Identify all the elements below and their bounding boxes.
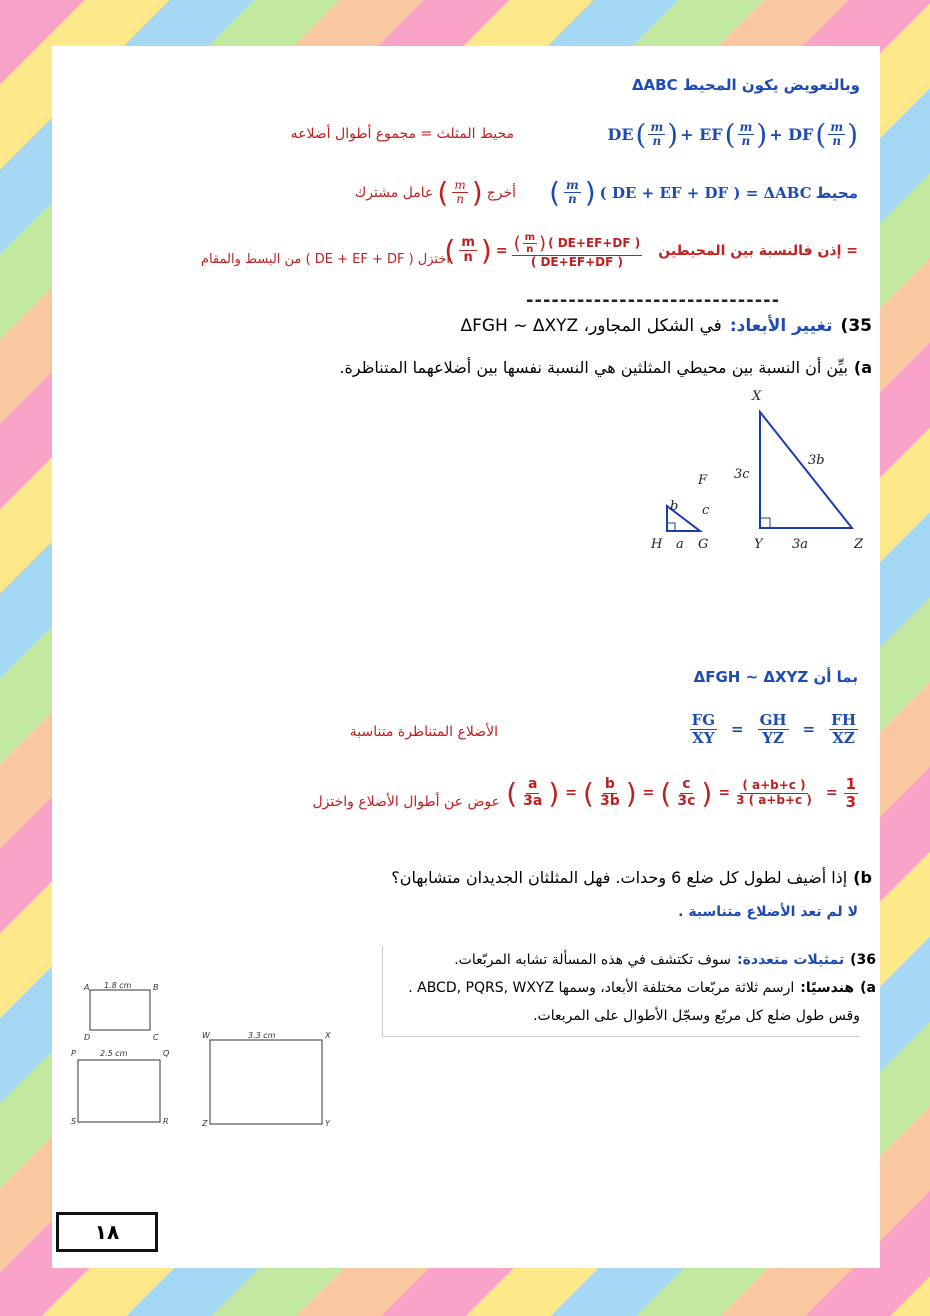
svg-text:3a: 3a <box>792 537 809 552</box>
svg-text:Z: Z <box>854 537 864 552</box>
note-cancel: اختزل ( DE + EF + DF ) من البسط والمقام <box>200 252 450 267</box>
svg-text:B: B <box>153 983 159 992</box>
svg-text:P: P <box>71 1049 76 1058</box>
svg-text:D: D <box>84 1033 91 1042</box>
note-perimeter-sum: محيط المثلث = مجموع أطوال أضلاعه <box>290 126 514 142</box>
question-35a: a) بيِّن أن النسبة بين محيطي المثلثين هي النسبة نفسها بين أضلاعهما المتناظرة. <box>339 358 872 377</box>
question-35: 35) تغيير الأبعاد: في الشكل المجاور، ΔFGH ~ ΔXYZ <box>460 316 872 336</box>
similar-triangles-figure <box>642 386 872 556</box>
svg-text:Z: Z <box>202 1119 208 1126</box>
svg-text:3c: 3c <box>734 467 750 482</box>
squares-figure <box>60 976 340 1126</box>
answer-35b: لا لم تعد الأضلاع متناسبة . <box>678 904 858 920</box>
side-ratios: $\frac{FG}{XY}$ = $\frac{GH}{YZ}$ = $\frac{FH}{XZ}$ <box>691 711 856 747</box>
svg-text:b: b <box>670 499 679 514</box>
svg-text:W: W <box>202 1031 210 1040</box>
svg-text:G: G <box>698 537 709 552</box>
term-df: + DF <box>769 125 814 144</box>
question-35b: b) إذا أضيف لطول كل ضلع 6 وحدات. فهل المثلثان الجديدان متشابهان؟ <box>391 868 872 887</box>
svg-text:a: a <box>676 537 684 552</box>
svg-text:F: F <box>698 473 708 488</box>
page <box>52 46 880 1268</box>
svg-text:3.3 cm: 3.3 cm <box>248 1031 276 1040</box>
svg-text:c: c <box>702 503 710 518</box>
svg-text:Y: Y <box>325 1119 330 1126</box>
note-factor-out: عامل مشترك ( $\frac{m}{n}$ ) أخرج <box>354 176 516 209</box>
substitution-expression: ( $\frac{a}{3a}$ ) = ( $\frac{b}{3b}$ ) = ( $\frac{c}{3c}$ ) = $\frac{( a+b+c )}{3 ( a+b+c )}$ = $\frac{1}{3}$ <box>506 775 856 811</box>
question-36: 36) تمثيلات متعددة: سوف تكتشف في هذه المسألة تشابه المربّعات. <box>454 952 876 968</box>
perimeter-expression: DE ( $\frac{m}{n}$ ) + EF ( $\frac{m}{n}$ ) + DF ( $\frac{m}{n}$ ) <box>607 118 858 151</box>
svg-text:2.5 cm: 2.5 cm <box>100 1049 128 1058</box>
svg-text:Q: Q <box>163 1049 170 1058</box>
svg-text:C: C <box>153 1033 159 1042</box>
term-de: DE <box>607 125 634 144</box>
separator: ------------------------------ <box>526 290 781 311</box>
svg-text:X: X <box>325 1031 331 1040</box>
term-ef: + EF <box>680 125 723 144</box>
question-36a-line2: وقس طول ضلع كل مربّع وسجّل الأطوال على المربعات. <box>533 1008 860 1024</box>
question-36a: a) هندسيًا: ارسم ثلاثة مربّعات مختلفة الأبعاد، وسمها ABCD, PQRS, WXYZ . <box>408 980 876 996</box>
since-similar: بما أن ΔFGH ~ ΔXYZ <box>693 668 858 686</box>
svg-text:X: X <box>752 389 762 404</box>
svg-text:H: H <box>651 537 663 552</box>
page-number: ١٨ <box>56 1212 158 1252</box>
note-proportional: الأضلاع المتناظرة متناسبة <box>349 724 498 740</box>
svg-text:A: A <box>84 983 90 992</box>
svg-text:S: S <box>71 1117 77 1126</box>
svg-text:1.8 cm: 1.8 cm <box>104 981 132 990</box>
svg-text:Y: Y <box>754 537 763 552</box>
note-substitute: عوض عن أطوال الأضلاع واختزل <box>312 794 500 810</box>
factor-expression: ( $\frac{m}{n}$ ) ( DE + EF + DF ) = ΔABC محيط <box>549 176 858 209</box>
svg-text:R: R <box>163 1117 169 1126</box>
substitution-heading: وبالتعويض يكون المحيط ΔABC <box>631 76 860 94</box>
ratio-expression: ( $\frac{m}{n}$ ) = ( $\frac{m}{n}$ ) ( DE+EF+DF ) ( DE+EF+DF ) إذن فالنسبة بين المحيطين = <box>444 232 858 269</box>
svg-text:3b: 3b <box>808 453 825 468</box>
